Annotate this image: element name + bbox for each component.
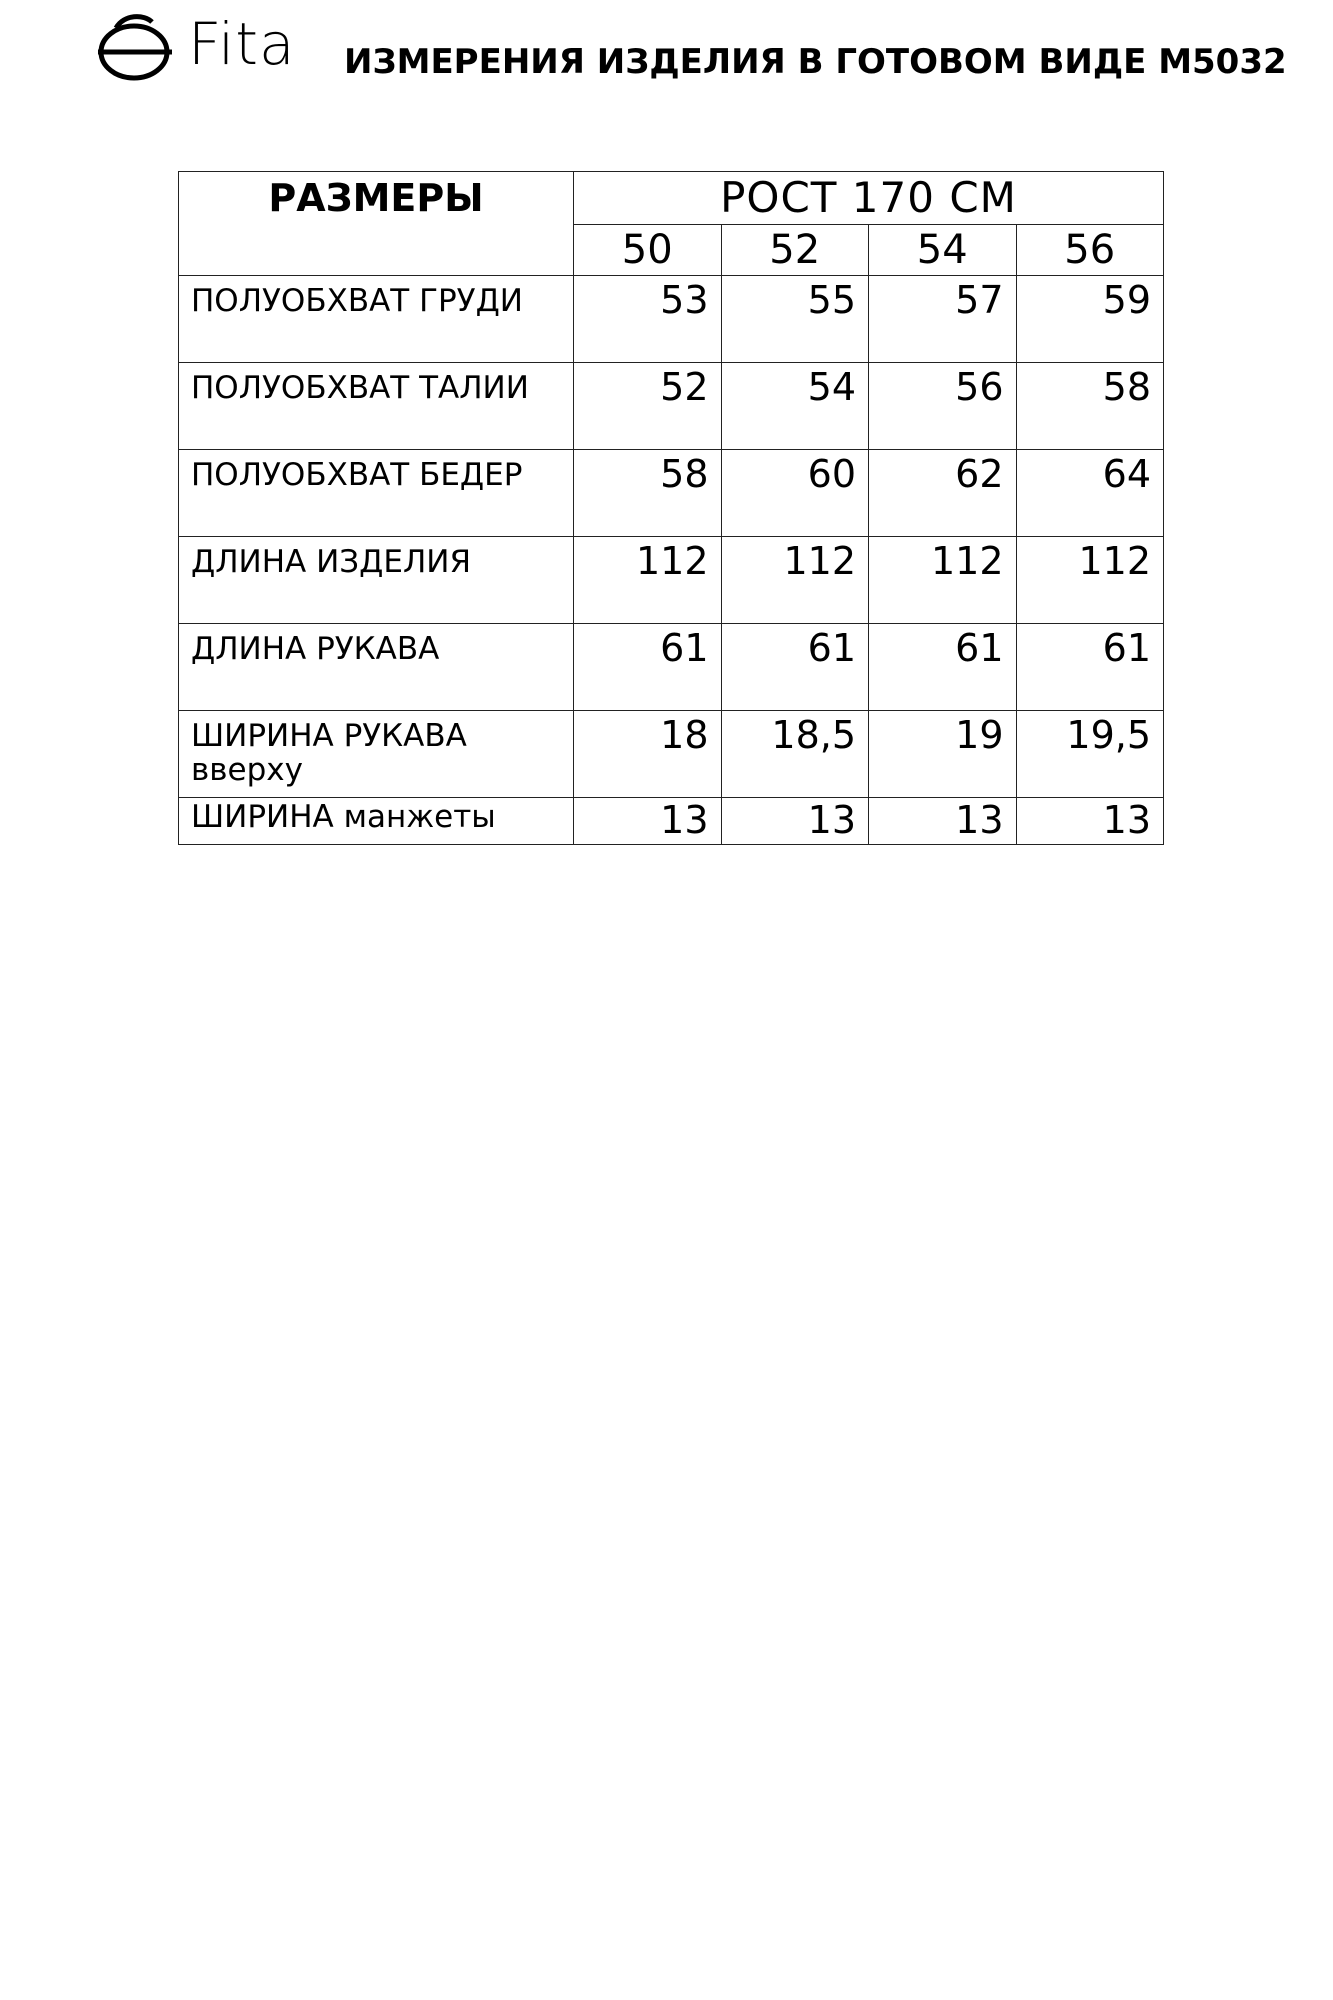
table-cell: 112: [574, 537, 722, 624]
size-header-50: 50: [574, 225, 722, 276]
row-label: ДЛИНА ИЗДЕЛИЯ: [179, 537, 574, 624]
brand-logo: [96, 8, 336, 88]
table-header-row: [179, 172, 1164, 225]
theta-logo-icon: [96, 12, 176, 84]
table-cell: 59: [1016, 276, 1164, 363]
size-header-52: 52: [721, 225, 869, 276]
table-row: [179, 624, 1164, 711]
table-cell: 13: [1016, 798, 1164, 845]
size-header-54: 54: [869, 225, 1017, 276]
table-cell: 55: [721, 276, 869, 363]
table-cell: 18: [574, 711, 722, 798]
size-header-56: 56: [1016, 225, 1164, 276]
table-row: [179, 276, 1164, 363]
table-cell: 62: [869, 450, 1017, 537]
table-cell: 13: [574, 798, 722, 845]
table-row: [179, 450, 1164, 537]
row-label: ШИРИНА РУКАВА вверху: [179, 711, 574, 798]
table-row: [179, 537, 1164, 624]
table-cell: 58: [574, 450, 722, 537]
brand-name: Fita: [188, 10, 296, 78]
row-label: ПОЛУОБХВАТ ТАЛИИ: [179, 363, 574, 450]
table-cell: 13: [869, 798, 1017, 845]
row-label: ПОЛУОБХВАТ ГРУДИ: [179, 276, 574, 363]
row-label: ШИРИНА манжеты: [179, 798, 574, 845]
table-cell: 19: [869, 711, 1017, 798]
table-cell: 53: [574, 276, 722, 363]
table-cell: 112: [721, 537, 869, 624]
table-cell: 61: [721, 624, 869, 711]
table-cell: 56: [869, 363, 1017, 450]
table-cell: 61: [574, 624, 722, 711]
table-row: [179, 711, 1164, 798]
table-cell: 64: [1016, 450, 1164, 537]
height-header: РОСТ 170 СМ: [574, 172, 1164, 225]
table-cell: 52: [574, 363, 722, 450]
table-cell: 60: [721, 450, 869, 537]
table-cell: 61: [1016, 624, 1164, 711]
table-cell: 61: [869, 624, 1017, 711]
sizes-header: РАЗМЕРЫ: [179, 172, 574, 276]
table-cell: 19,5: [1016, 711, 1164, 798]
table-cell: 112: [1016, 537, 1164, 624]
table-cell: 13: [721, 798, 869, 845]
table-cell: 112: [869, 537, 1017, 624]
measurements-table: [178, 171, 1164, 845]
table-cell: 18,5: [721, 711, 869, 798]
document-title: ИЗМЕРЕНИЯ ИЗДЕЛИЯ В ГОТОВОМ ВИДЕ М5032: [344, 42, 1287, 82]
page-header: [96, 8, 1296, 88]
table-row: [179, 798, 1164, 845]
table-cell: 57: [869, 276, 1017, 363]
table-cell: 58: [1016, 363, 1164, 450]
row-label: ДЛИНА РУКАВА: [179, 624, 574, 711]
row-label: ПОЛУОБХВАТ БЕДЕР: [179, 450, 574, 537]
table-row: [179, 363, 1164, 450]
table-cell: 54: [721, 363, 869, 450]
